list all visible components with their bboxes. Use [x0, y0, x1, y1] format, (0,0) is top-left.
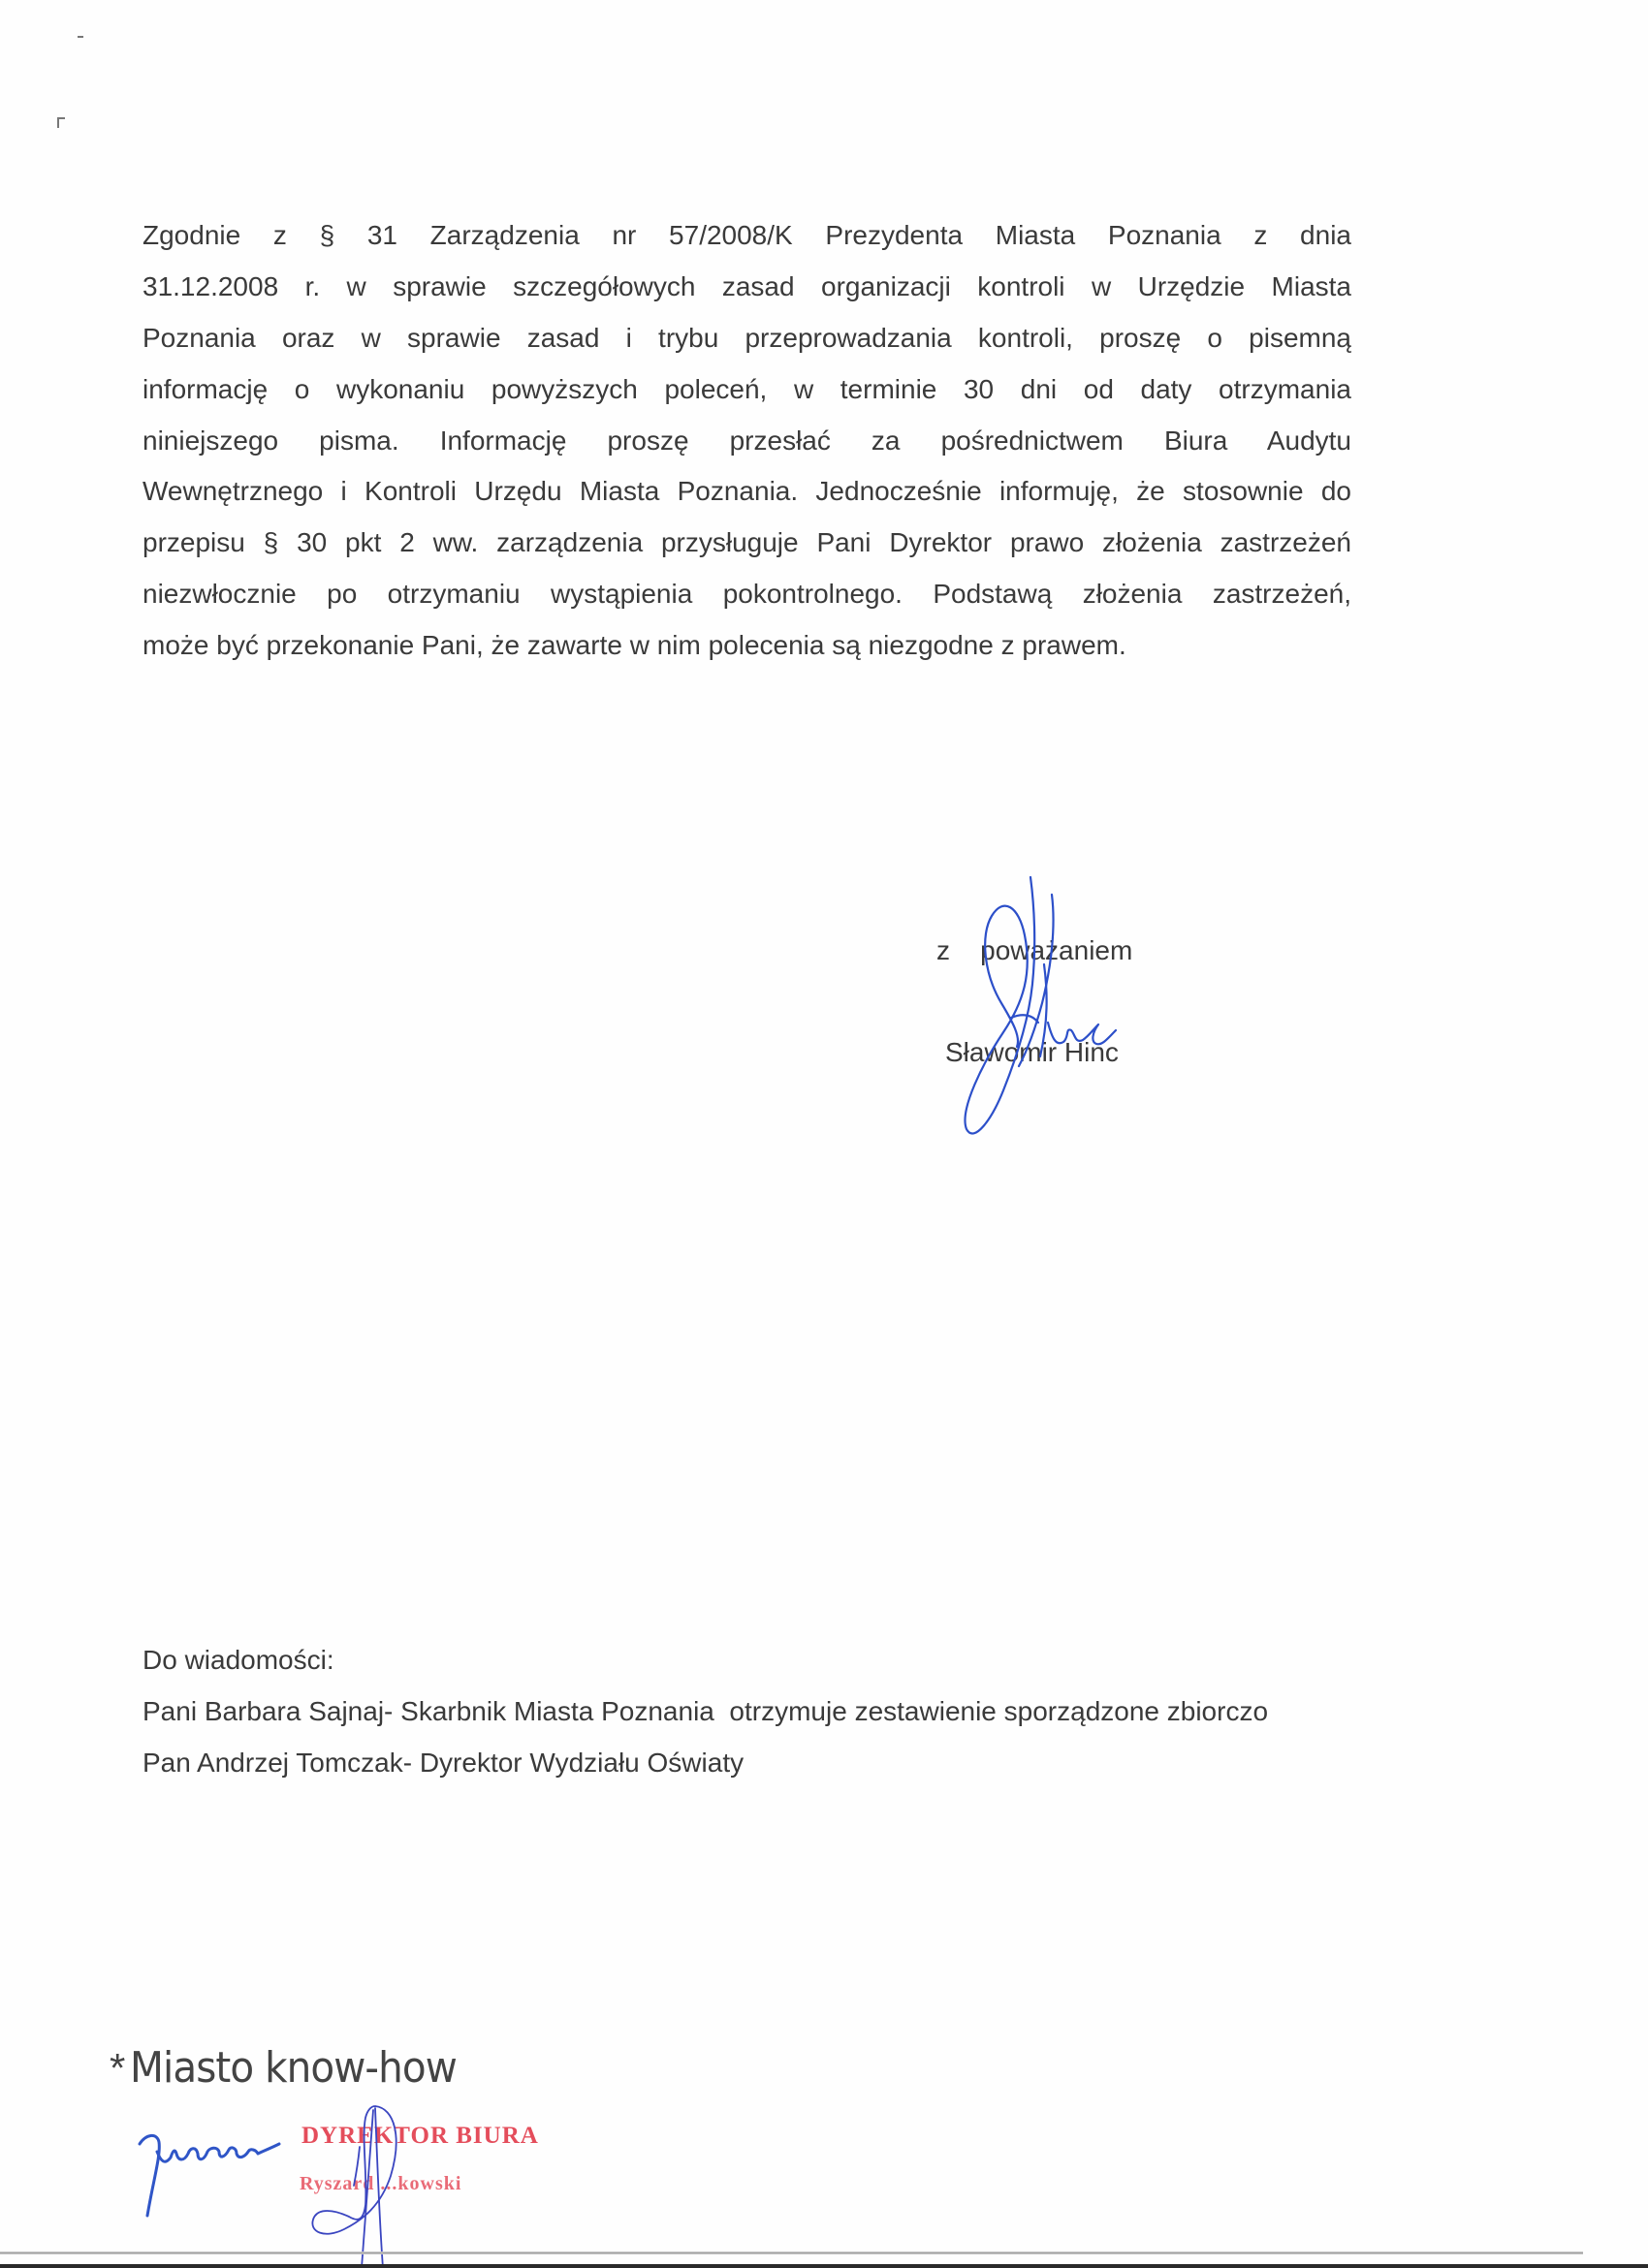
body-line: niezwłocznie po otrzymaniu wystąpienia pokontrolnego. Podstawą złożenia zastrzeżeń,	[143, 579, 1351, 610]
stamp-signature	[305, 2098, 422, 2268]
letter-body	[143, 213, 1351, 675]
scan-speck	[78, 36, 83, 38]
body-line: Wewnętrznego i Kontroli Urzędu Miasta Poznania. Jednocześnie informuję, że stosownie do	[143, 476, 1351, 507]
cc-recipient: Pani Barbara Sajnaj- Skarbnik Miasta Poznania otrzymuje zestawienie sporządzone zbiorczo	[143, 1696, 1269, 1726]
stamp-title: DYREKTOR BIURA	[301, 2123, 539, 2149]
cc-section	[143, 1643, 1268, 1797]
body-line: 31.12.2008 r. w sprawie szczegółowych zasad organizacji kontroli w Urzędzie Miasta	[143, 270, 1351, 301]
body-line: Poznania oraz w sprawie zasad i trybu przeprowadzania kontroli, proszę o pisemną	[143, 322, 1351, 353]
logo-text: Miasto know-how	[130, 2043, 458, 2093]
city-logo	[110, 2043, 486, 2094]
handwritten-signature	[955, 867, 1158, 1149]
logo-star-icon: *	[110, 2045, 125, 2091]
stamp-name: Ryszard ...kowski	[300, 2173, 462, 2194]
signer-name: Sławomir Hinc	[945, 1037, 1119, 1067]
body-line: może być przekonanie Pani, że zawarte w nim polecenia są niezgodne z prawem.	[143, 630, 1126, 661]
scan-speck	[57, 118, 59, 128]
director-signature	[136, 2123, 291, 2229]
body-line: informację o wykonaniu powyższych poleceń, w terminie 30 dni od daty otrzymania	[143, 373, 1351, 404]
body-line: niniejszego pisma. Informację proszę przesłać za pośrednictwem Biura Audytu	[143, 425, 1351, 456]
cc-heading: Do wiadomości:	[143, 1645, 334, 1675]
scan-edge	[0, 2264, 1648, 2268]
cc-recipient: Pan Andrzej Tomczak- Dyrektor Wydziału Oświaty	[143, 1748, 745, 1778]
closing-salutation: z poważaniem	[936, 935, 1133, 965]
body-line: przepisu § 30 pkt 2 ww. zarządzenia przysługuje Pani Dyrektor prawo złożenia zastrzeżeń	[143, 527, 1351, 558]
footer-rule	[0, 2252, 1583, 2254]
body-line: Zgodnie z § 31 Zarządzenia nr 57/2008/K Prezydenta Miasta Poznania z dnia	[143, 220, 1351, 250]
